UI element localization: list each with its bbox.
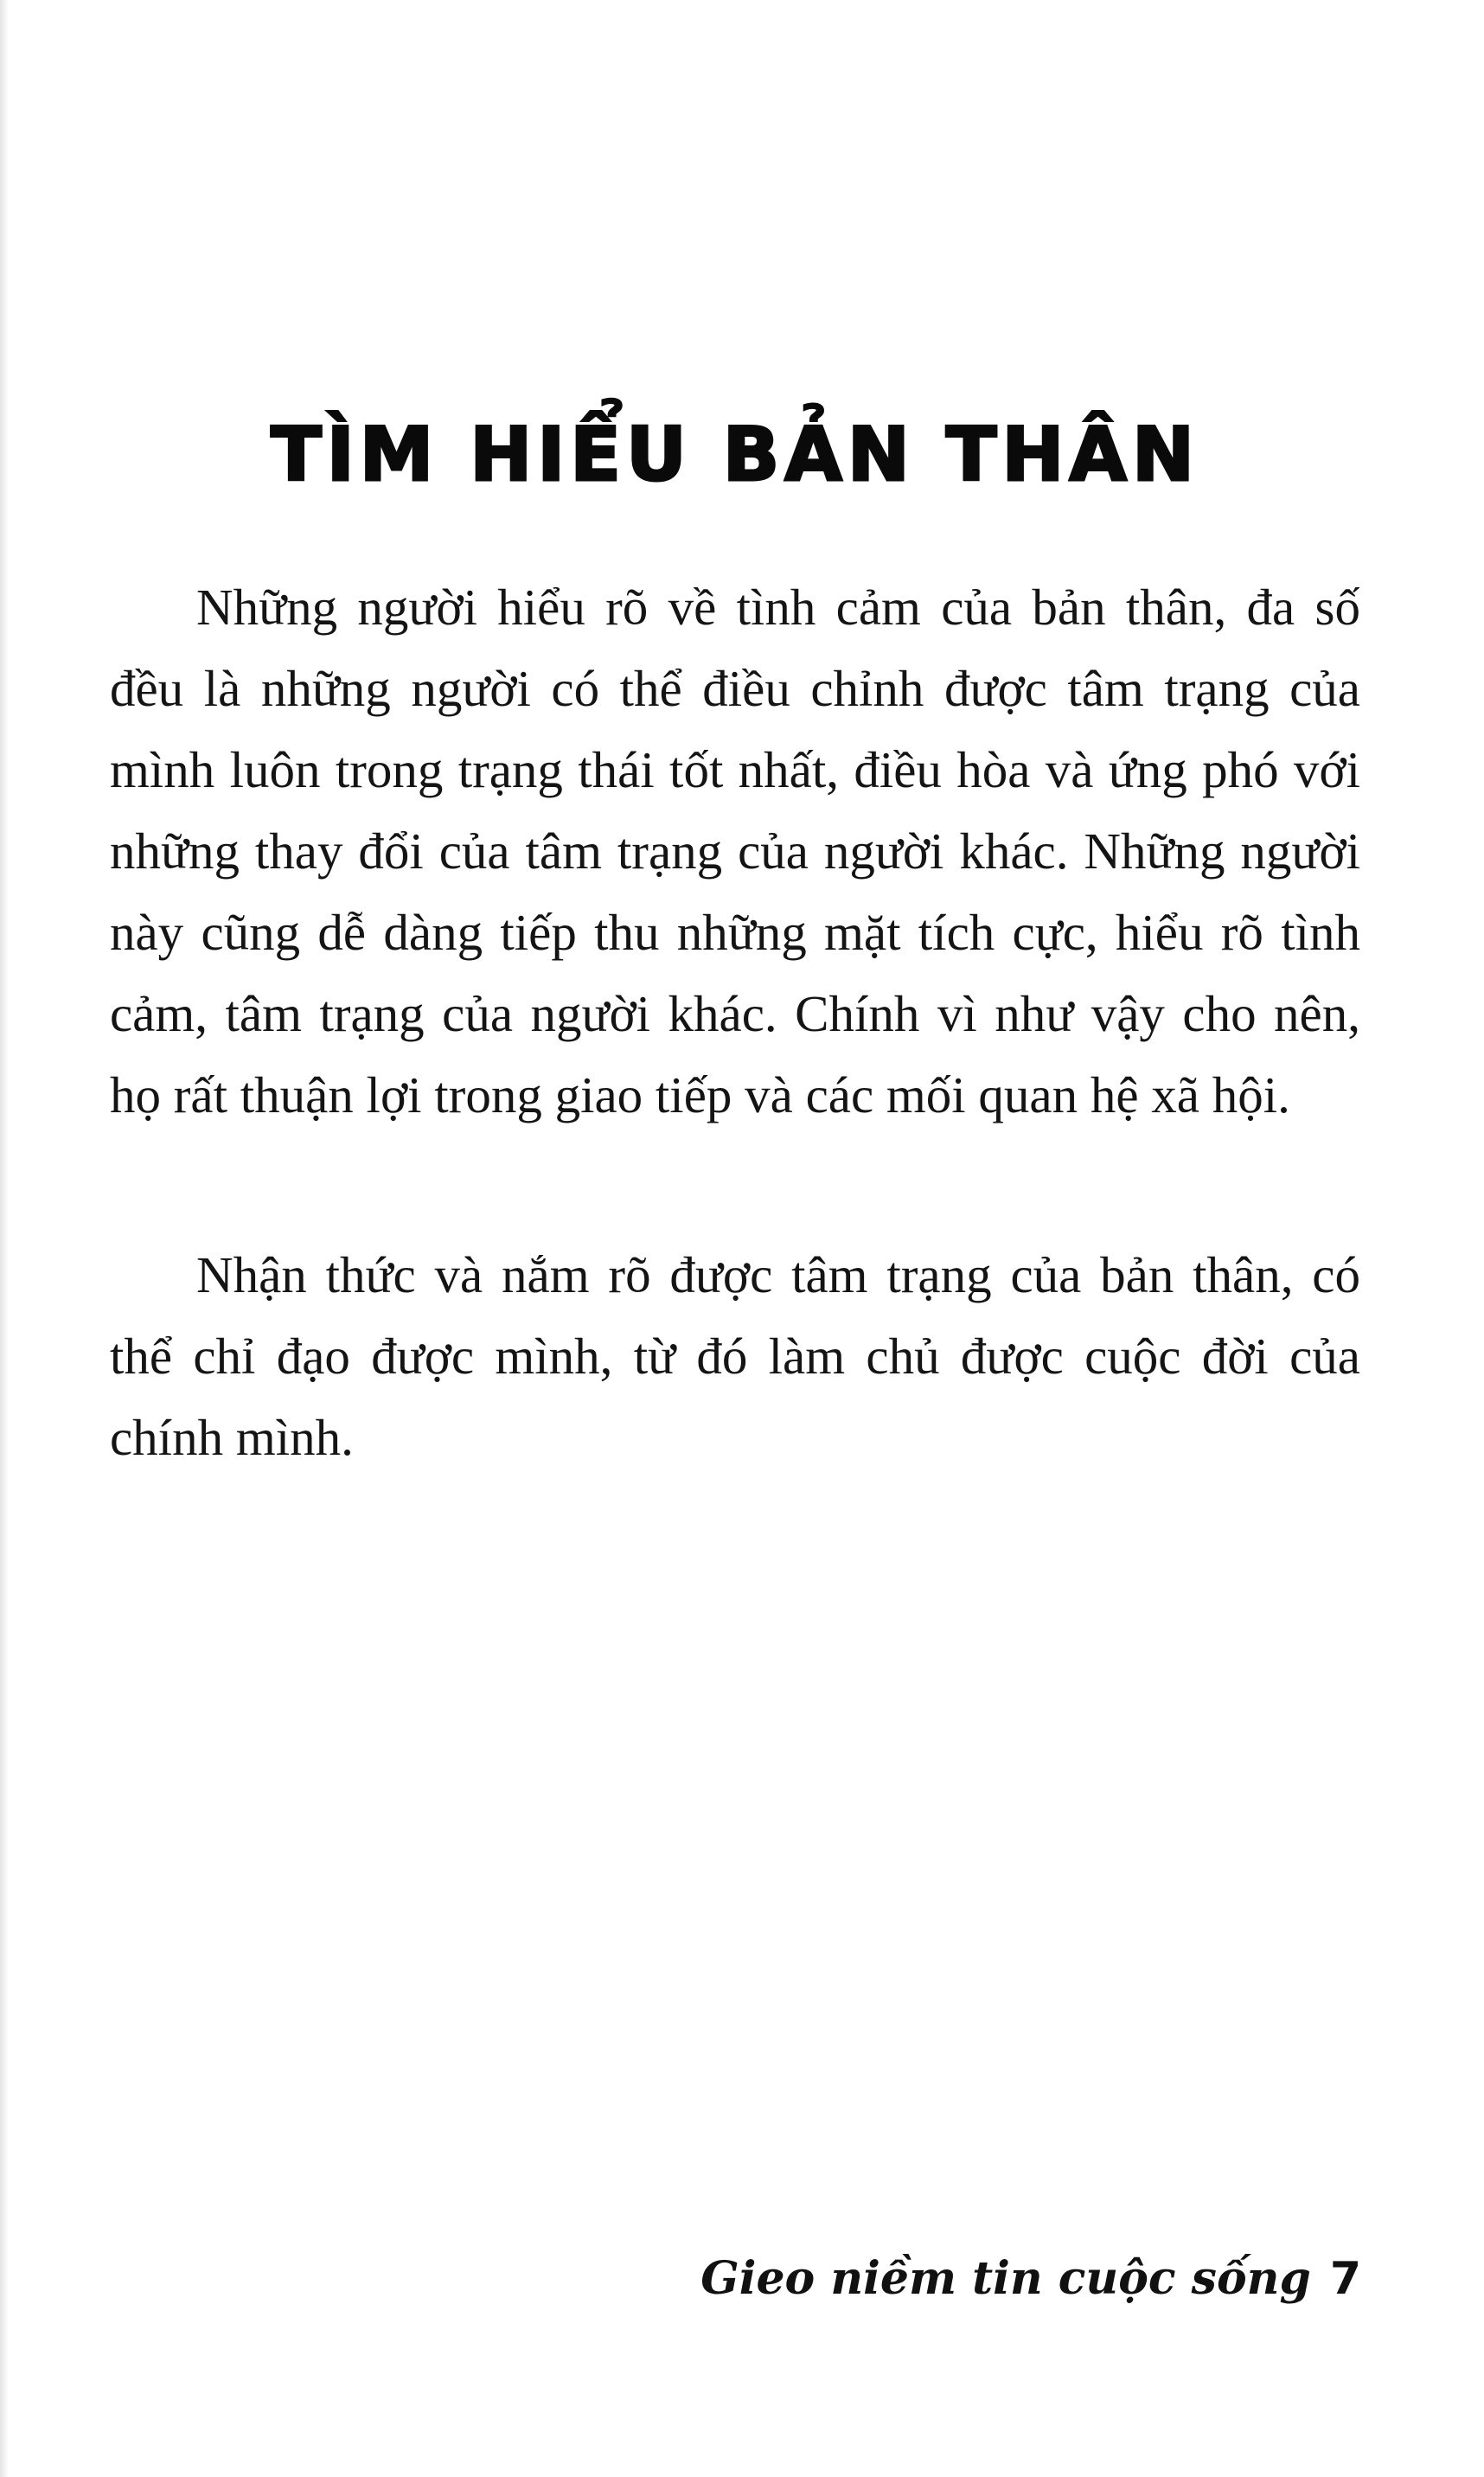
body-paragraph-1: Những người hiểu rõ về tình cảm của bản thân, đa số đều là những người có thể điều chỉnh được tâm trạng của mình luôn trong trạng thái tốt nhất, điều hòa và ứng phó với những thay đổi của tâm trạng của người khác. Những người này cũng dễ dàng tiếp thu những mặt tích cực, hiểu rõ tình cảm, tâm trạng của người khác. Chính vì như vậy cho nên, họ rất thuận lợi trong giao tiếp và các mối quan hệ xã hội.	[110, 579, 1360, 1123]
body-paragraph-2: Nhận thức và nắm rõ được tâm trạng của bản thân, có thể chỉ đạo được mình, từ đó làm chủ được cuộc đời của chính mình.	[110, 1246, 1360, 1466]
page-edge-shadow	[0, 0, 9, 2477]
chapter-title: TÌM HIỂU BẢN THÂN	[271, 411, 1199, 498]
footer-book-title: Gieo niềm tin cuộc sống	[700, 2252, 1311, 2305]
page-number: 7	[1329, 2253, 1361, 2305]
running-footer	[700, 2244, 1361, 2314]
